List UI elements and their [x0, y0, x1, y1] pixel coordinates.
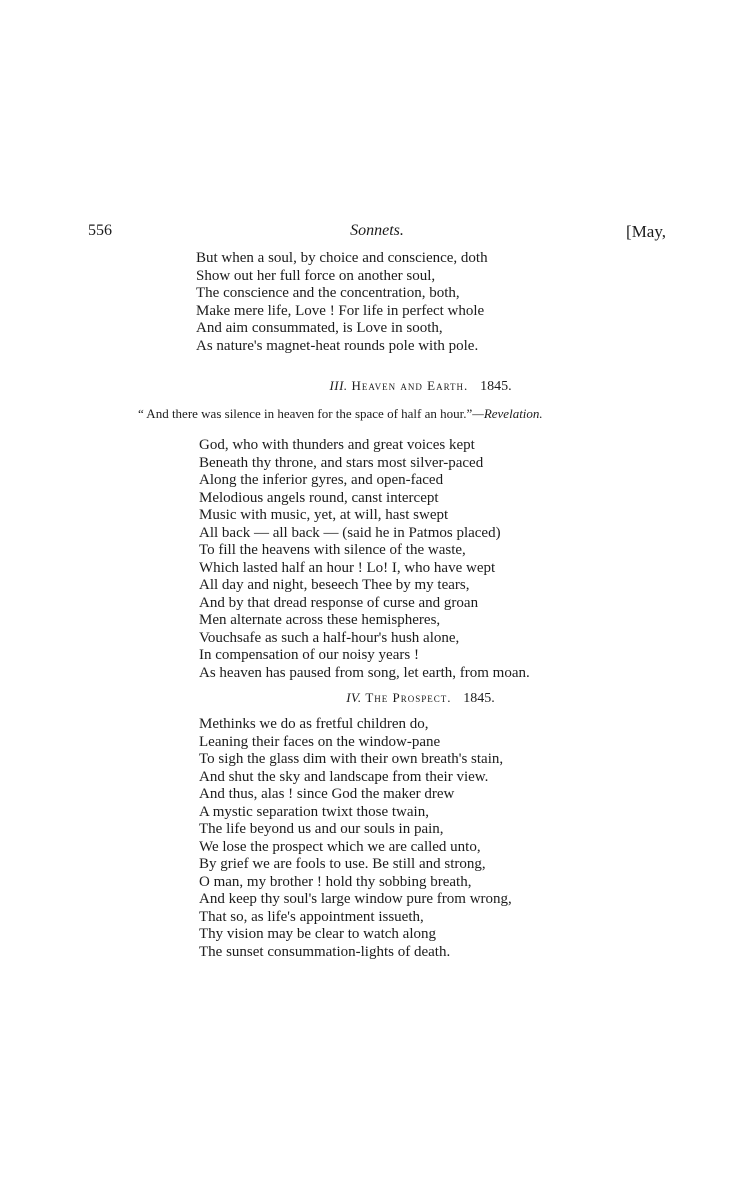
poem-line: All back — all back — (said he in Patmos placed): [199, 524, 501, 541]
poem-line: O man, my brother ! hold thy sobbing breath,: [199, 873, 472, 890]
poem-line: As nature's magnet-heat rounds pole with pole.: [196, 337, 479, 354]
poem-line: Methinks we do as fretful children do,: [199, 716, 429, 732]
poem-line: Music with music, yet, at will, hast swept: [199, 507, 449, 523]
poem-line: Along the inferior gyres, and open-faced: [199, 472, 444, 488]
poem-line: To fill the heavens with silence of the waste,: [199, 542, 466, 558]
poem-line: All day and night, beseech Thee by my tears,: [199, 577, 470, 593]
poem-line: Thy vision may be clear to watch along: [199, 926, 437, 942]
poem-line: And by that dread response of curse and groan: [199, 594, 479, 611]
sonnet-iv-numeral: IV.: [346, 690, 362, 705]
poem-line: And aim consummated, is Love in sooth,: [196, 320, 443, 336]
poem-line: We lose the prospect which we are called unto,: [199, 838, 481, 855]
epigraph: [138, 406, 543, 422]
epigraph-source: —Revelation.: [472, 406, 543, 421]
sonnet-iii-numeral: III.: [329, 378, 348, 393]
poem-line: But when a soul, by choice and conscience, doth: [196, 250, 488, 266]
poem-line: Beneath thy throne, and stars most silver-paced: [199, 454, 484, 471]
poem-line: Leaning their faces on the window-pane: [199, 733, 441, 750]
poem-line: God, who with thunders and great voices kept: [199, 437, 475, 453]
poem-line: In compensation of our noisy years !: [199, 647, 419, 663]
running-title: Sonnets.: [350, 222, 404, 239]
sonnet-ii-ending: [196, 250, 488, 355]
poem-line: And keep thy soul's large window pure from wrong,: [199, 891, 512, 907]
sonnet-iii-title: Heaven and Earth.: [351, 378, 469, 393]
sonnet-iv-title: The Prospect.: [365, 690, 452, 705]
poem-line: The sunset consummation-lights of death.: [199, 943, 451, 960]
poem-line: Men alternate across these hemispheres,: [199, 612, 441, 628]
poem-line: And thus, alas ! since God the maker drew: [199, 786, 455, 802]
sonnet-iv-heading: [46, 690, 749, 707]
sonnet-iii-heading: [46, 378, 749, 395]
poem-line: A mystic separation twixt those twain,: [199, 803, 429, 820]
sonnet-iii-body: [199, 437, 530, 682]
sonnet-iv-year: 1845.: [463, 691, 495, 706]
poem-line: To sigh the glass dim with their own breath's stain,: [199, 751, 504, 767]
poem-line: Show out her full force on another soul,: [196, 267, 436, 284]
sonnet-iii-year: 1845.: [480, 379, 512, 394]
epigraph-text: “ And there was silence in heaven for the space of half an hour.”: [138, 406, 473, 421]
running-header: [88, 222, 666, 246]
poem-line: The conscience and the concentration, both,: [196, 285, 460, 301]
poem-line: And shut the sky and landscape from their view.: [199, 768, 489, 785]
poem-line: The life beyond us and our souls in pain,: [199, 821, 444, 837]
sonnet-iv-body: [199, 716, 512, 961]
poem-line: By grief we are fools to use. Be still and strong,: [199, 856, 486, 872]
poem-line: Which lasted half an hour ! Lo! I, who have wept: [199, 559, 496, 576]
page-number: 556: [88, 222, 112, 239]
poem-line: Melodious angels round, canst intercept: [199, 489, 439, 506]
running-date: [May,: [626, 222, 666, 241]
poem-line: Vouchsafe as such a half-hour's hush alone,: [199, 629, 460, 646]
poem-line: Make mere life, Love ! For life in perfect whole: [196, 302, 485, 319]
poem-line: That so, as life's appointment issueth,: [199, 908, 424, 925]
poem-line: As heaven has paused from song, let earth, from moan.: [199, 664, 530, 681]
